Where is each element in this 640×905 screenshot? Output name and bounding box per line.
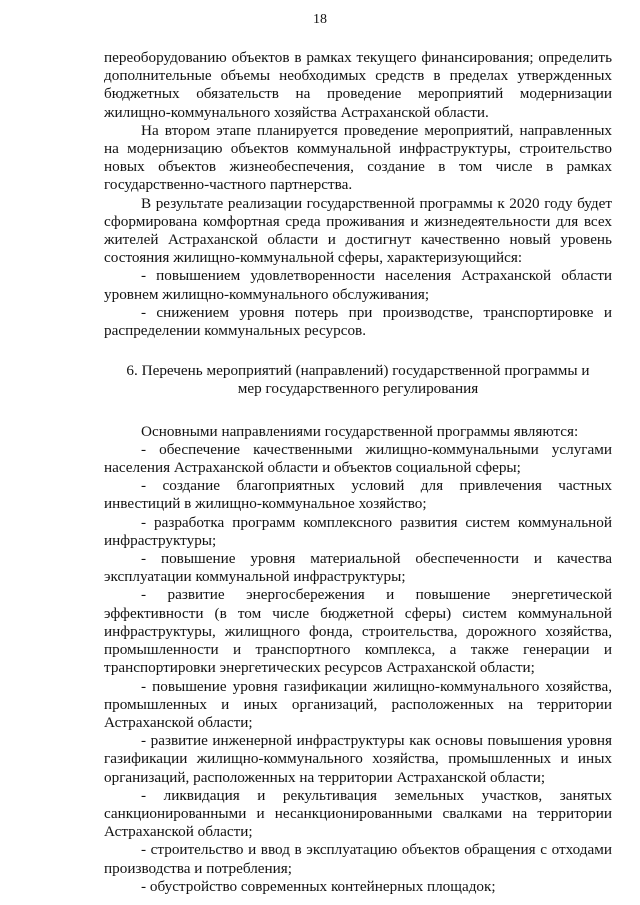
- body-paragraph: - снижением уровня потерь при производстве, транспортировке и распределении коммунальных ресурсов.: [104, 303, 612, 340]
- section-heading: [104, 362, 612, 398]
- body-paragraph: В результате реализации государственной программы к 2020 году будет сформирована комфортная среда проживания и жизнедеятельности для всех жителей Астраханской области и достигнут качественно новый уровень состояния жилищно-коммунальной сферы, характеризующийся:: [104, 194, 612, 267]
- body-paragraph: - создание благоприятных условий для привлечения частных инвестиций в жилищно-коммунальное хозяйство;: [104, 477, 612, 513]
- body-paragraph: - разработка программ комплексного развития систем коммунальной инфраструктуры;: [104, 513, 612, 549]
- body-paragraph: - развитие энергосбережения и повышение энергетической эффективности (в том числе бюджетной сферы) систем коммунальной инфраструктуры, жилищного фонда, строительства, дорожного хозяйства, промышленности и транспортного комплекса, а также генерации и транспортировки энергетических ресурсов Астраханской области;: [104, 586, 612, 677]
- body-paragraph: - повышение уровня материальной обеспеченности и качества эксплуатации коммунальной инфраструктуры;: [104, 550, 612, 586]
- document-body: [104, 49, 612, 896]
- body-paragraph: - развитие инженерной инфраструктуры как основы повышения уровня газификации жилищно-коммунального хозяйства, промышленных и иных организаций, расположенных на территории Астраханской области;: [104, 732, 612, 786]
- body-paragraph: - ликвидация и рекультивация земельных участков, занятых санкционированными и несанкционированными свалками на территории Астраханской области;: [104, 786, 612, 841]
- body-paragraph: На втором этапе планируется проведение мероприятий, направленных на модернизацию объектов коммунальной инфраструктуры, строительство новых объектов жизнеобеспечения, создание в том числе в рамках государственно-частного партнерства.: [104, 121, 612, 194]
- body-paragraph: - строительство и ввод в эксплуатацию объектов обращения с отходами производства и потребления;: [104, 841, 612, 877]
- body-paragraph: переоборудованию объектов в рамках текущего финансирования; определить дополнительные объемы необходимых средств в пределах утвержденных бюджетных обязательств на проведение мероприятий модернизации жилищно-коммунального хозяйства Астраханской области.: [104, 49, 612, 121]
- body-paragraph: - обеспечение качественными жилищно-коммунальными услугами населения Астраханской области и объектов социальной сферы;: [104, 440, 612, 477]
- body-paragraph: - обустройство современных контейнерных площадок;: [141, 877, 496, 895]
- paragraphs-after-heading: [104, 423, 612, 896]
- page-number: 18: [313, 12, 327, 27]
- body-paragraph: Основными направлениями государственной программы являются:: [141, 422, 579, 440]
- section-heading-line-1: 6. Перечень мероприятий (направлений) государственной программы и: [126, 362, 590, 380]
- body-paragraph: - повышение уровня газификации жилищно-коммунального хозяйства, промышленных и иных организаций, расположенных на территории Астраханской области;: [104, 677, 612, 731]
- paragraphs-before-heading: [104, 49, 612, 340]
- body-paragraph: - повышением удовлетворенности населения Астраханской области уровнем жилищно-коммунального обслуживания;: [104, 267, 612, 303]
- section-heading-line-2: мер государственного регулирования: [237, 380, 479, 398]
